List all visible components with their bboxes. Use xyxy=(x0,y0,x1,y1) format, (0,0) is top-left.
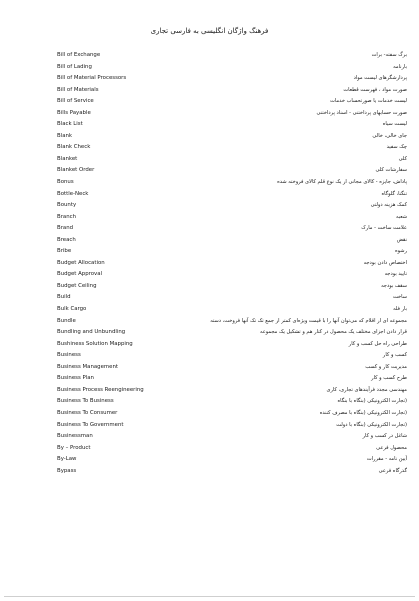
glossary-entry xyxy=(0,304,419,316)
persian-translation: کمک هزینه دولتی xyxy=(370,202,407,209)
glossary-entry xyxy=(0,85,419,97)
persian-translation: کسب و کار xyxy=(382,352,407,359)
glossary-entry xyxy=(0,443,419,455)
english-term: Bill of Material Processors xyxy=(57,75,127,82)
glossary-entry xyxy=(0,396,419,408)
english-term: Bundle xyxy=(57,317,76,324)
glossary-entry xyxy=(0,212,419,224)
persian-translation: طرح کسب و کار xyxy=(371,375,407,382)
english-term: Bundling and Unbundling xyxy=(57,329,126,336)
persian-translation: شاغل در کسب و کار xyxy=(362,433,407,440)
page-bottom-divider xyxy=(4,596,415,597)
english-term: Business xyxy=(57,352,81,359)
glossary-entry xyxy=(0,362,419,374)
persian-translation: قرار دادن اجزای مختلف یک محصول در کنار هم و تشکیل یک مجموعه xyxy=(259,329,407,336)
glossary-entry xyxy=(0,142,419,154)
persian-translation: شعبه xyxy=(396,213,407,220)
english-term: Business To Consumer xyxy=(57,409,118,416)
persian-translation: پردازشگرهای لیست مواد xyxy=(353,75,407,82)
glossary-entry xyxy=(0,385,419,397)
glossary-entry xyxy=(0,119,419,131)
persian-translation: اختصاص دادن بودجه xyxy=(363,259,407,266)
persian-translation: سقف بودجه xyxy=(381,282,407,289)
persian-translation: رشوه xyxy=(394,248,407,255)
persian-translation: طراحی راه حل کسب و کار xyxy=(348,340,407,347)
persian-translation: چک سفید xyxy=(386,144,407,151)
persian-translation: نقض xyxy=(396,236,407,243)
english-term: By-Law xyxy=(57,456,77,463)
glossary-entry xyxy=(0,431,419,443)
glossary-entry xyxy=(0,73,419,85)
glossary-entry xyxy=(0,466,419,478)
glossary-entry xyxy=(0,373,419,385)
english-term: Business To Government xyxy=(57,421,124,428)
persian-translation: مجموعه ای از اقلام که می‌توان آنها را با قیمت ویژه‌ای کمتر از جمع تک تک آنها فروخت، دسته xyxy=(210,317,407,324)
glossary-entry xyxy=(0,165,419,177)
glossary-entry xyxy=(0,420,419,432)
english-term: Business Plan xyxy=(57,375,94,382)
english-term: Brand xyxy=(57,225,74,232)
english-term: Bill of Service xyxy=(57,98,94,105)
glossary-entry xyxy=(0,292,419,304)
english-term: Budget Approval xyxy=(57,271,103,278)
english-term: Breach xyxy=(57,236,76,243)
glossary-entry xyxy=(0,96,419,108)
glossary-entry xyxy=(0,108,419,120)
glossary-list xyxy=(0,50,419,477)
glossary-entry xyxy=(0,131,419,143)
glossary-entry xyxy=(0,316,419,328)
english-term: Blanket xyxy=(57,155,78,162)
persian-translation: پاداش، جایزه - کالای مجانی از یک نوع قلم کالای فروخته شده xyxy=(277,179,407,186)
english-term: Bills Payable xyxy=(57,109,91,116)
persian-translation: آیین نامه - مقررات xyxy=(366,456,407,463)
english-term: Branch xyxy=(57,213,77,220)
persian-translation: مدیریت کار و کسب xyxy=(365,363,407,370)
glossary-entry xyxy=(0,327,419,339)
english-term: Business To Business xyxy=(57,398,114,405)
english-term: Bill of Lading xyxy=(57,63,92,70)
glossary-entry xyxy=(0,408,419,420)
persian-translation: گذرگاه فرعی xyxy=(378,467,407,474)
english-term: Bonus xyxy=(57,179,74,186)
english-term: Budget Ceiling xyxy=(57,282,97,289)
persian-translation: برگ سفته- برات xyxy=(371,52,407,58)
persian-translation: سفارشات کلی xyxy=(375,167,407,174)
english-term: Build xyxy=(57,294,71,301)
glossary-entry xyxy=(0,50,419,62)
persian-translation: (تجارت الکترونیکی (بنگاه با دولت xyxy=(336,421,407,428)
persian-translation: صورت حسابهای پرداختنی - اسناد پرداختنی xyxy=(316,109,407,116)
english-term: Bottle-Neck xyxy=(57,190,89,197)
persian-translation: محصول فرعی xyxy=(376,444,407,451)
english-term: Bypass xyxy=(57,467,77,474)
persian-translation: جای خالی، خالی xyxy=(372,132,407,139)
english-term: Bribe xyxy=(57,248,72,255)
english-term: Blanket Order xyxy=(57,167,95,174)
glossary-entry xyxy=(0,339,419,351)
english-term: Black List xyxy=(57,121,83,128)
english-term: Bill of Materials xyxy=(57,86,99,93)
persian-translation: تنگنا، گلوگاه xyxy=(381,190,407,197)
glossary-entry xyxy=(0,235,419,247)
english-term: Blank xyxy=(57,132,73,139)
persian-translation: بار فله xyxy=(393,306,407,313)
glossary-entry xyxy=(0,189,419,201)
glossary-entry xyxy=(0,154,419,166)
english-term: Bill of Exchange xyxy=(57,52,101,58)
glossary-entry xyxy=(0,258,419,270)
english-term: Budget Allocation xyxy=(57,259,105,266)
glossary-entry xyxy=(0,177,419,189)
glossary-entry xyxy=(0,269,419,281)
english-term: By – Product xyxy=(57,444,91,451)
persian-translation: کلی xyxy=(398,155,407,162)
glossary-entry xyxy=(0,350,419,362)
english-term: Blank Check xyxy=(57,144,91,151)
english-term: Business Process Reengineering xyxy=(57,386,144,393)
english-term: Bounty xyxy=(57,202,77,209)
glossary-entry xyxy=(0,246,419,258)
persian-translation: مهندسی مجدد فرآیندهای تجاری، کاری xyxy=(326,386,407,393)
glossary-entry xyxy=(0,281,419,293)
persian-translation: ساخت xyxy=(393,294,407,301)
persian-translation: (تجارت الکترونیکی (بنگاه با بنگاه xyxy=(337,398,407,405)
persian-translation: تایید بودجه xyxy=(384,271,407,278)
english-term: Businessman xyxy=(57,433,93,440)
english-term: Business Management xyxy=(57,363,118,370)
persian-translation: صورت مواد ، فهرست قطعات xyxy=(343,86,407,93)
persian-translation: لیست سیاه xyxy=(382,121,407,128)
glossary-entry xyxy=(0,223,419,235)
english-term: Bulk Cargo xyxy=(57,306,87,313)
persian-translation: علامت ساخت - مارک xyxy=(361,225,407,232)
glossary-entry xyxy=(0,454,419,466)
persian-translation: لیست خدمات یا صورتحساب خدمات xyxy=(330,98,407,105)
english-term: Bushiness Solution Mapping xyxy=(57,340,133,347)
glossary-entry xyxy=(0,200,419,212)
persian-translation: بارنامه xyxy=(393,63,407,70)
glossary-entry xyxy=(0,62,419,74)
persian-translation: (تجارت الکترونیکی (بنگاه با مصرف کننده xyxy=(319,409,407,416)
page-title: فرهنگ واژگان انگلیسی به فارسی تجاری xyxy=(150,27,269,35)
